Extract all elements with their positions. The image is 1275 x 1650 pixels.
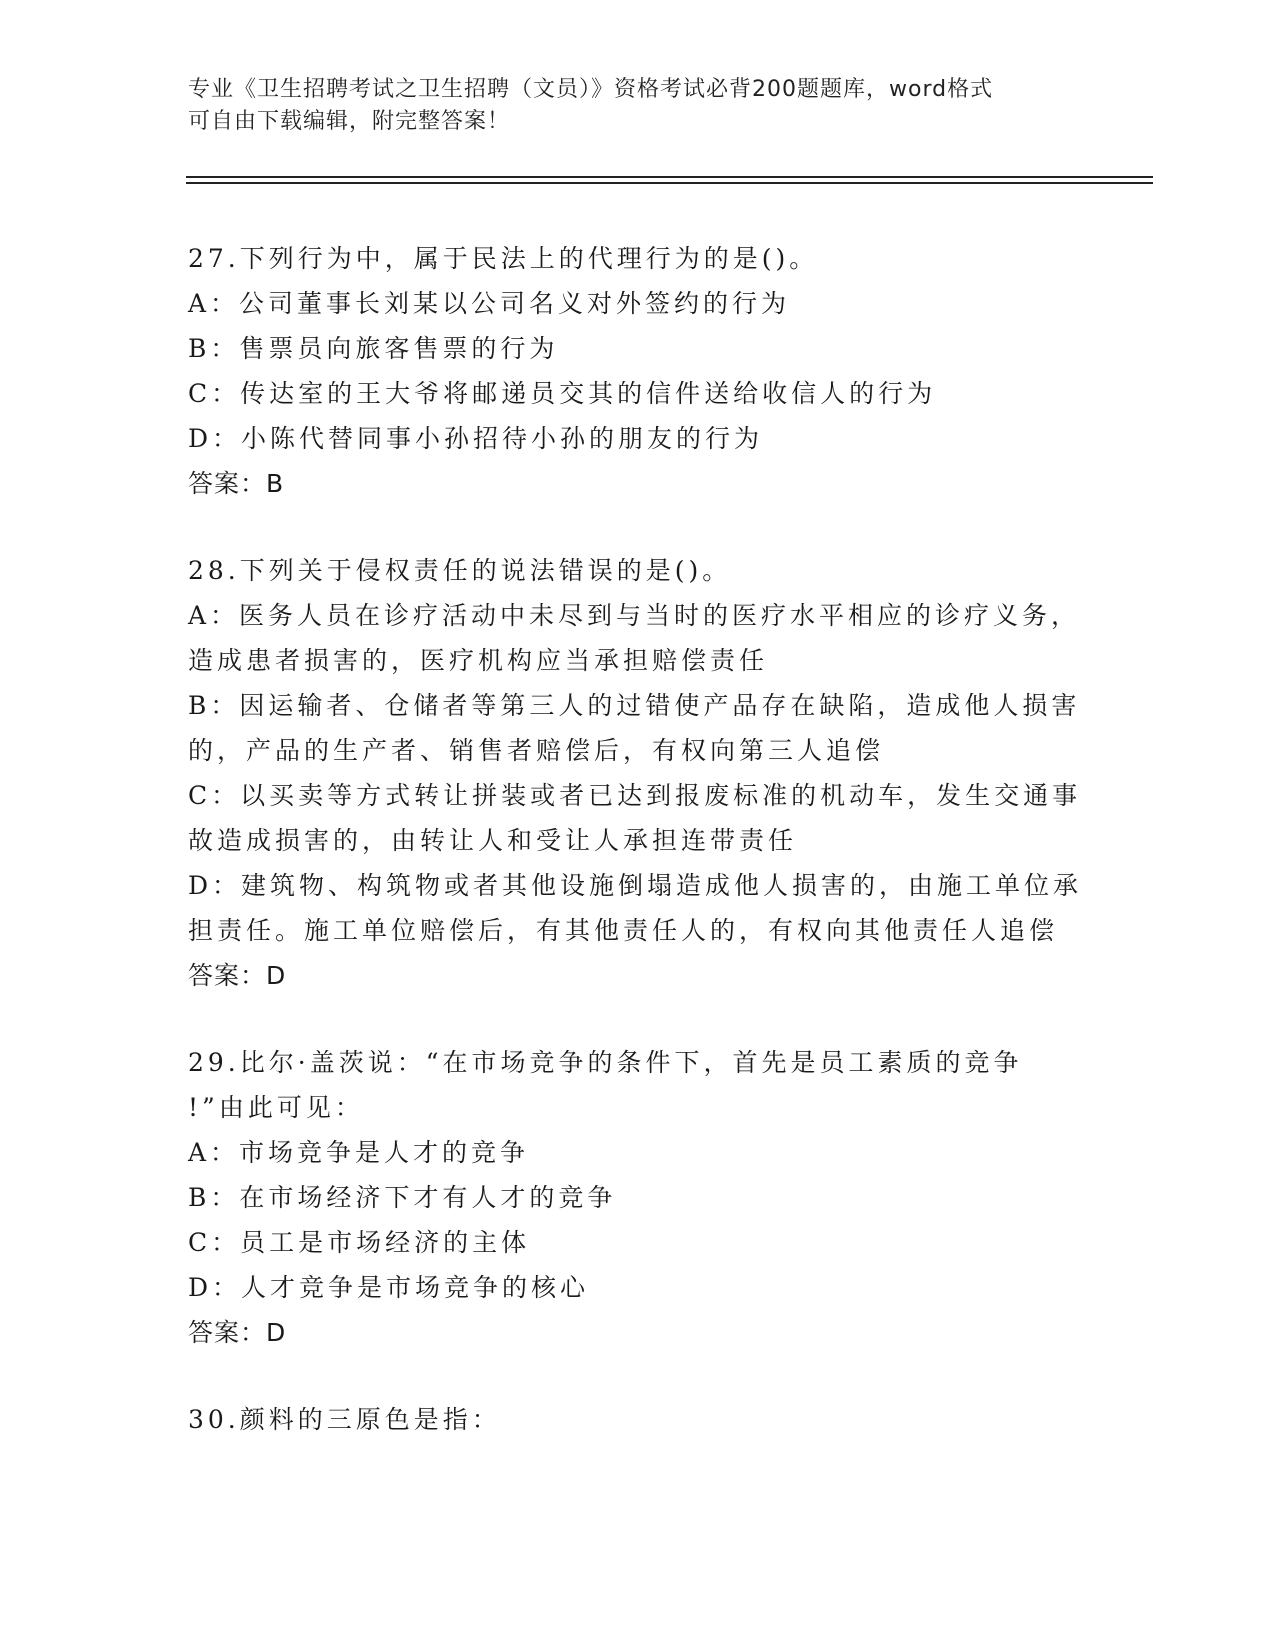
option-a-cont: 造成患者损害的，医疗机构应当承担赔偿责任	[188, 646, 769, 675]
header-line-2: 可自由下载编辑，附完整答案！	[188, 109, 511, 134]
answer: 答案：B	[188, 469, 285, 498]
option-c: C：以买卖等方式转让拼装或者已达到报废标准的机动车，发生交通事	[188, 781, 1082, 810]
option-c-cont: 故造成损害的，由转让人和受让人承担连带责任	[188, 826, 798, 855]
question-stem: 27.下列行为中，属于民法上的代理行为的是()。	[188, 244, 819, 273]
question-stem: 30.颜料的三原色是指：	[188, 1405, 501, 1434]
option-b-cont: 的，产品的生产者、销售者赔偿后，有权向第三人追偿	[188, 736, 885, 765]
option-d: D：小陈代替同事小孙招待小孙的朋友的行为	[188, 424, 764, 453]
option-a: A：医务人员在诊疗活动中未尽到与当时的医疗水平相应的诊疗义务，	[188, 601, 1081, 630]
question-stem-cont: !”由此可见：	[188, 1093, 364, 1122]
question-list	[188, 236, 1088, 1484]
header-rule-top	[186, 176, 1153, 178]
header-line-1: 专业《卫生招聘考试之卫生招聘（文员）》资格考试必背200题题库，word格式	[188, 77, 994, 102]
option-d: D：人才竞争是市场竞争的核心	[188, 1273, 590, 1302]
option-b: B：因运输者、仓储者等第三人的过错使产品存在缺陷，造成他人损害	[188, 691, 1081, 720]
option-d: D：建筑物、构筑物或者其他设施倒塌造成他人损害的，由施工单位承	[188, 871, 1083, 900]
option-c: C：传达室的王大爷将邮递员交其的信件送给收信人的行为	[188, 379, 937, 408]
option-a: A：公司董事长刘某以公司名义对外签约的行为	[188, 289, 791, 318]
option-b: B：售票员向旅客售票的行为	[188, 334, 559, 363]
header-rule-bottom	[186, 182, 1153, 184]
question-stem: 29.比尔·盖茨说：“在市场竞争的条件下，首先是员工素质的竞争	[188, 1048, 1023, 1077]
question-27	[188, 236, 1088, 506]
question-29	[188, 1040, 1088, 1355]
document-header	[188, 74, 1068, 138]
option-d-cont: 担责任。施工单位赔偿后，有其他责任人的，有权向其他责任人追偿	[188, 916, 1059, 945]
option-b: B：在市场经济下才有人才的竞争	[188, 1183, 617, 1212]
question-30	[188, 1397, 1088, 1442]
option-c: C：员工是市场经济的主体	[188, 1228, 531, 1257]
question-28	[188, 548, 1088, 998]
option-a: A：市场竞争是人才的竞争	[188, 1138, 530, 1167]
question-stem: 28.下列关于侵权责任的说法错误的是()。	[188, 556, 732, 585]
answer: 答案：D	[188, 961, 287, 990]
answer: 答案：D	[188, 1318, 287, 1347]
